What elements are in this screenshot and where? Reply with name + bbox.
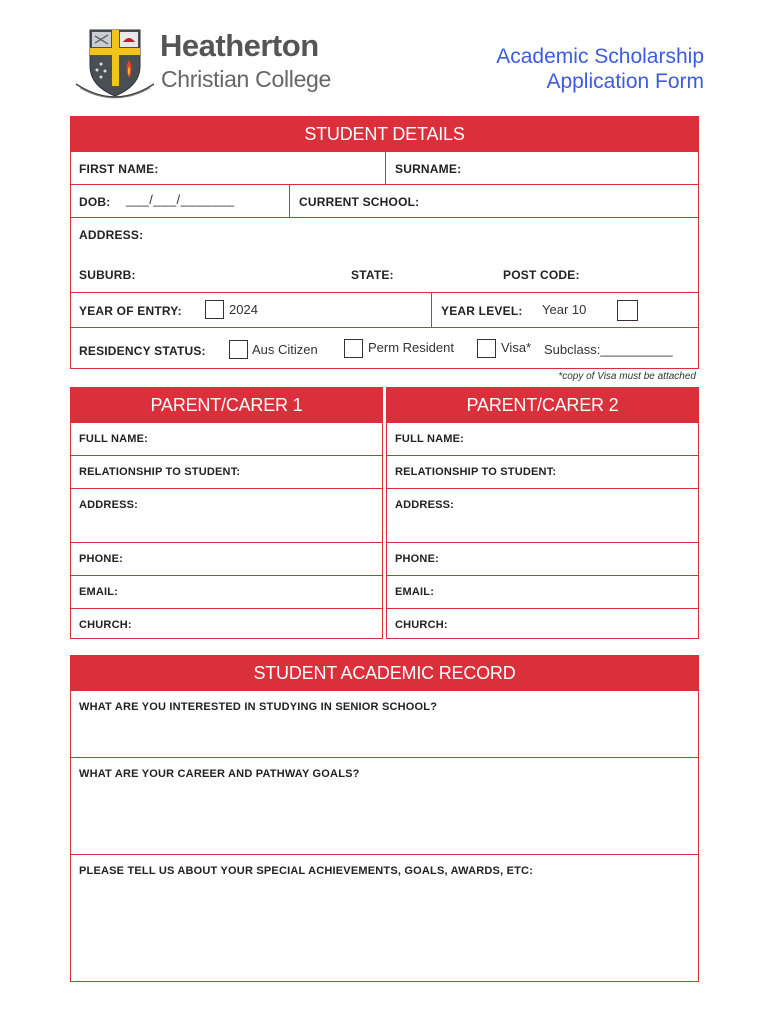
parent-2-title: PARENT/CARER 2 [387, 388, 698, 422]
academic-record-section [70, 655, 699, 982]
aus-citizen-label: Aus Citizen [252, 342, 318, 357]
academic-record-title: STUDENT ACADEMIC RECORD [71, 656, 698, 690]
parent-1-title: PARENT/CARER 1 [71, 388, 382, 422]
year-2024-label: 2024 [229, 302, 258, 317]
parent-1-relationship-field[interactable] [249, 456, 377, 487]
senior-school-question: WHAT ARE YOU INTERESTED IN STUDYING IN SENIOR SCHOOL? [79, 701, 438, 713]
first-name-field[interactable] [161, 152, 383, 183]
year-level-label: YEAR LEVEL: [441, 304, 523, 318]
postcode-field[interactable] [589, 260, 689, 288]
state-field[interactable] [399, 260, 499, 288]
parent-1-phone-label: PHONE: [79, 553, 123, 565]
parent-2-address-field[interactable] [457, 491, 693, 539]
parent-1-email-label: EMAIL: [79, 586, 119, 598]
school-name-subtitle: Christian College [161, 66, 332, 92]
parent-1-address-field[interactable] [141, 491, 377, 539]
career-goals-row [71, 757, 698, 855]
school-crest-icon [74, 26, 156, 102]
parent-2-phone-label: PHONE: [395, 553, 439, 565]
parent-2-relationship-label: RELATIONSHIP TO STUDENT: [395, 466, 557, 478]
form-title-line2: Application Form [546, 70, 704, 93]
postcode-label: POST CODE: [503, 268, 580, 282]
parent-1-full-name-field[interactable] [153, 423, 377, 454]
state-label: STATE: [351, 268, 394, 282]
dob-label: DOB: [79, 195, 111, 209]
student-details-section [70, 116, 699, 369]
surname-label: SURNAME: [395, 162, 462, 176]
parent-1-address-label: ADDRESS: [79, 499, 139, 511]
form-title-line1: Academic Scholarship [496, 45, 704, 68]
parent-2-relationship-row [387, 455, 698, 489]
visa-label: Visa* [501, 340, 532, 355]
visa-note: *copy of Visa must be attached [558, 371, 696, 382]
parent-2-full-name-label: FULL NAME: [395, 433, 465, 445]
parent-2-email-field[interactable] [447, 576, 693, 607]
parent-1-relationship-label: RELATIONSHIP TO STUDENT: [79, 466, 241, 478]
surname-field[interactable] [465, 152, 695, 183]
visa-checkbox[interactable] [477, 339, 496, 358]
first-name-label: FIRST NAME: [79, 162, 159, 176]
senior-school-answer-field[interactable] [75, 717, 692, 755]
school-name: Heatherton [160, 28, 319, 63]
parent-1-email-row [71, 575, 382, 609]
career-goals-answer-field[interactable] [75, 784, 692, 852]
achievements-question: PLEASE TELL US ABOUT YOUR SPECIAL ACHIEVEMENTS, GOALS, AWARDS, ETC: [79, 865, 534, 877]
perm-resident-label: Perm Resident [368, 340, 454, 355]
senior-school-interest-row [71, 690, 698, 758]
parent-carer-1-section [70, 387, 383, 639]
residency-row [71, 327, 698, 369]
suburb-field[interactable] [143, 260, 343, 288]
year-of-entry-label: YEAR OF ENTRY: [79, 304, 182, 318]
residency-status-label: RESIDENCY STATUS: [79, 344, 206, 358]
parent-1-church-field[interactable] [141, 609, 377, 637]
suburb-label: SUBURB: [79, 268, 136, 282]
parent-1-email-field[interactable] [131, 576, 377, 607]
parent-1-full-name-label: FULL NAME: [79, 433, 149, 445]
student-details-title: STUDENT DETAILS [71, 117, 698, 151]
parent-2-phone-field[interactable] [447, 543, 693, 574]
parent-carer-2-section [386, 387, 699, 639]
parent-2-phone-row [387, 542, 698, 576]
parent-2-relationship-field[interactable] [565, 456, 693, 487]
address-label: ADDRESS: [79, 228, 144, 242]
parent-1-full-name-row [71, 422, 382, 456]
parent-2-address-row [387, 488, 698, 543]
parent-2-church-label: CHURCH: [395, 619, 448, 631]
perm-resident-checkbox[interactable] [344, 339, 363, 358]
subclass-field[interactable]: Subclass:__________ [544, 342, 673, 357]
form-title [496, 44, 704, 94]
year-row [71, 292, 698, 328]
parent-1-phone-field[interactable] [131, 543, 377, 574]
parent-2-address-label: ADDRESS: [395, 499, 455, 511]
name-row [71, 151, 698, 185]
parent-2-email-row [387, 575, 698, 609]
current-school-label: CURRENT SCHOOL: [299, 195, 420, 209]
achievements-answer-field[interactable] [75, 881, 692, 977]
address-field[interactable] [151, 220, 691, 248]
parent-2-full-name-row [387, 422, 698, 456]
parent-1-relationship-row [71, 455, 382, 489]
achievements-row [71, 854, 698, 982]
year-10-label: Year 10 [542, 302, 587, 317]
parent-2-church-field[interactable] [457, 609, 693, 637]
address-row [71, 217, 698, 293]
parent-1-church-label: CHURCH: [79, 619, 132, 631]
year-2024-checkbox[interactable] [205, 300, 224, 319]
parent-2-email-label: EMAIL: [395, 586, 435, 598]
parent-2-full-name-field[interactable] [469, 423, 693, 454]
year-10-checkbox[interactable] [617, 300, 638, 321]
dob-field[interactable]: ___/___/_______ [126, 192, 235, 207]
aus-citizen-checkbox[interactable] [229, 340, 248, 359]
dob-row [71, 184, 698, 218]
parent-2-church-row [387, 608, 698, 639]
parent-1-address-row [71, 488, 382, 543]
career-goals-question: WHAT ARE YOUR CAREER AND PATHWAY GOALS? [79, 768, 360, 780]
parent-1-phone-row [71, 542, 382, 576]
parent-1-church-row [71, 608, 382, 639]
current-school-field[interactable] [427, 185, 695, 216]
